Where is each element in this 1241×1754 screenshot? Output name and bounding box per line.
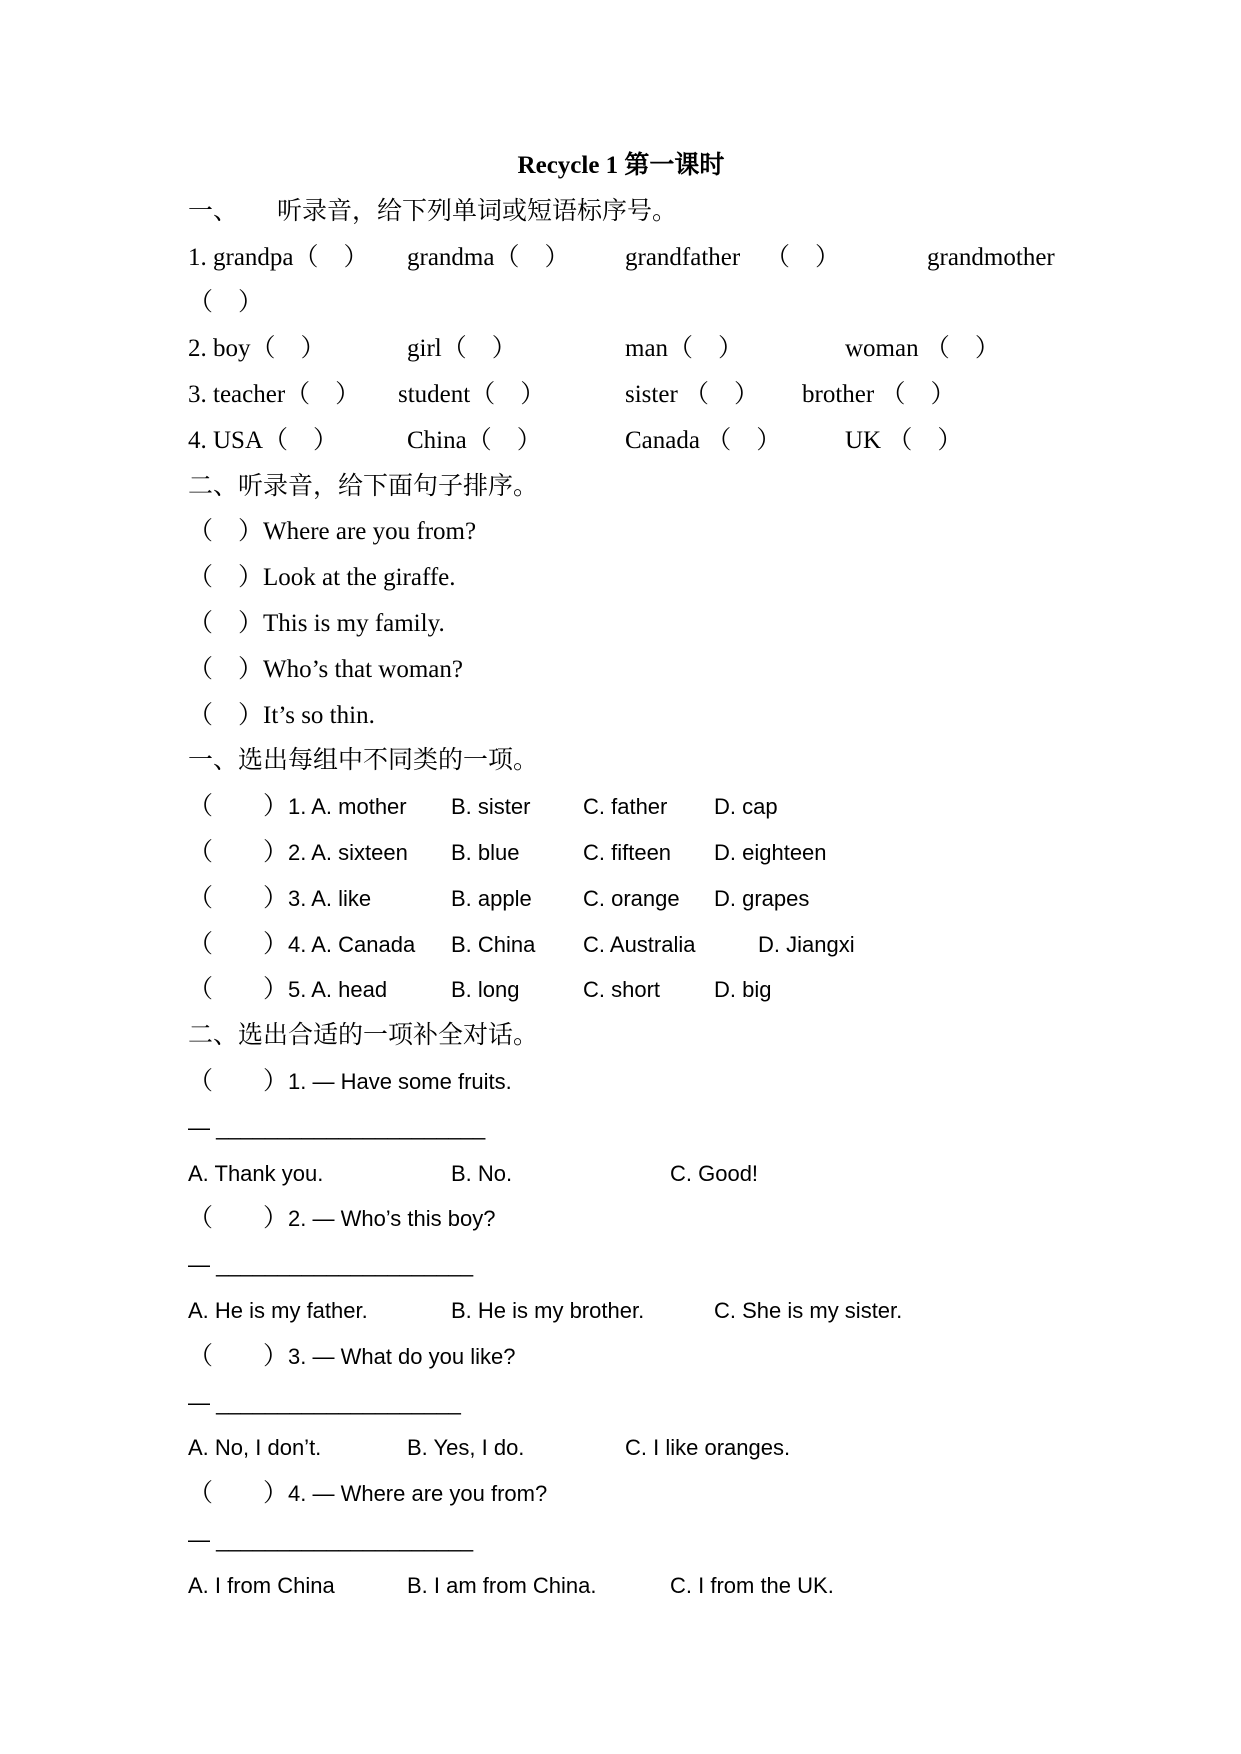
answer-paren: （ ） [188, 609, 264, 637]
answer-blank-line: — ______________________ [188, 1114, 486, 1140]
word-row [188, 372, 1054, 418]
question-prompt: 2. — Who’s this boy? [288, 1206, 496, 1232]
answer-blank-line: — _____________________ [188, 1526, 474, 1552]
question-row [188, 1196, 1054, 1242]
worksheet-content [188, 143, 1054, 1609]
answer-paren: （ ） [188, 701, 264, 729]
word-item: grandfather [625, 243, 741, 271]
word-row [188, 235, 1054, 281]
answer-option: B. He is my brother. [451, 1297, 645, 1323]
answer-option: B. Yes, I do. [407, 1435, 525, 1461]
choice-option: B. blue [451, 839, 520, 865]
answer-option: B. I am from China. [407, 1572, 597, 1598]
options-row [188, 1425, 1054, 1471]
word-item: student（ ） [398, 380, 546, 408]
sentence-text: Who’s that woman? [263, 655, 463, 683]
answer-paren: （ ） [188, 1205, 289, 1233]
sentence-row [188, 509, 1054, 555]
sentence-text: Where are you from? [263, 518, 477, 546]
choice-option: 1. A. mother [288, 794, 407, 820]
answer-paren: （ ） [188, 564, 264, 592]
answer-option: A. He is my father. [188, 1297, 368, 1323]
answer-paren: （ ） [188, 518, 264, 546]
word-item: grandmother [927, 243, 1055, 271]
question-prompt: 3. — What do you like? [288, 1343, 516, 1369]
answer-paren: （ ） [188, 1480, 289, 1508]
answer-line-row [188, 1242, 1054, 1288]
answer-blank-line: — ____________________ [188, 1389, 461, 1415]
choice-row [188, 876, 1054, 922]
choice-option: 5. A. head [288, 977, 388, 1003]
choice-row [188, 784, 1054, 830]
answer-blank-line: — _____________________ [188, 1252, 474, 1278]
choice-option: B. sister [451, 794, 531, 820]
answer-paren: （ ） [188, 1342, 289, 1370]
choice-option: D. big [714, 977, 772, 1003]
answer-paren: （ ） [188, 655, 264, 683]
sentence-row [188, 693, 1054, 739]
word-item: man（ ） [625, 335, 744, 363]
word-item: 1. grandpa（ ） [188, 243, 369, 271]
answer-option: C. I from the UK. [670, 1572, 834, 1598]
word-item: 4. USA（ ） [188, 426, 339, 454]
choice-option: C. father [583, 794, 668, 820]
choice-option: D. cap [714, 794, 778, 820]
question-row [188, 1471, 1054, 1517]
word-item: 2. boy（ ） [188, 335, 326, 363]
options-row [188, 1563, 1054, 1609]
answer-paren: （ ） [188, 976, 289, 1004]
options-row [188, 1151, 1054, 1197]
choice-option: C. short [583, 977, 661, 1003]
answer-line-row [188, 1517, 1054, 1563]
section2-heading: 二、听录音，给下面句子排序。 [188, 472, 539, 500]
choice-option: B. China [451, 931, 536, 957]
question-row [188, 1334, 1054, 1380]
answer-line-row [188, 1105, 1054, 1151]
question-prompt: 1. — Have some fruits. [288, 1068, 512, 1094]
answer-option: A. Thank you. [188, 1160, 324, 1186]
word-row [188, 326, 1054, 372]
word-item: grandma（ ） [407, 243, 570, 271]
choice-option: D. Jiangxi [758, 931, 855, 957]
word-item: sister （ ） [625, 380, 760, 408]
word-item: 3. teacher（ ） [188, 380, 361, 408]
section3-heading: 一、选出每组中不同类的一项。 [188, 747, 539, 775]
sentence-row [188, 555, 1054, 601]
section1-header [188, 189, 1054, 235]
answer-paren: （ ） [188, 930, 289, 958]
word-item: brother （ ） [802, 380, 956, 408]
answer-option: A. I from China [188, 1572, 335, 1598]
answer-paren: （ ） [765, 243, 841, 271]
choice-option: C. orange [583, 885, 680, 911]
answer-option: C. She is my sister. [714, 1297, 903, 1323]
choice-option: C. Australia [583, 931, 696, 957]
question-prompt: 4. — Where are you from? [288, 1481, 548, 1507]
word-item: China（ ） [407, 426, 542, 454]
choice-option: 2. A. sixteen [288, 839, 408, 865]
answer-paren: （ ） [188, 838, 289, 866]
sentence-text: It’s so thin. [263, 701, 375, 729]
choice-row [188, 967, 1054, 1013]
word-item: UK （ ） [845, 426, 963, 454]
section1-heading: 听录音，给下列单词或短语标序号。 [277, 197, 678, 225]
choice-option: 3. A. like [288, 885, 372, 911]
choice-row [188, 922, 1054, 968]
page-title: Recycle 1 第一课时 [517, 152, 725, 179]
sentence-text: Look at the giraffe. [263, 564, 456, 592]
choice-option: B. long [451, 977, 520, 1003]
answer-paren: （ ） [188, 793, 289, 821]
options-row [188, 1288, 1054, 1334]
choice-option: B. apple [451, 885, 532, 911]
choice-row [188, 830, 1054, 876]
word-item: Canada （ ） [625, 426, 782, 454]
answer-paren: （ ） [188, 884, 289, 912]
answer-option: B. No. [451, 1160, 513, 1186]
word-item: girl（ ） [407, 335, 517, 363]
sentence-text: This is my family. [263, 609, 445, 637]
question-row [188, 1059, 1054, 1105]
answer-paren: （ ） [188, 1067, 289, 1095]
choice-option: C. fifteen [583, 839, 672, 865]
choice-option: D. grapes [714, 885, 810, 911]
word-row [188, 280, 1054, 326]
word-row [188, 418, 1054, 464]
choice-option: D. eighteen [714, 839, 827, 865]
choice-option: 4. A. Canada [288, 931, 416, 957]
word-item: woman （ ） [845, 335, 1000, 363]
answer-paren: （ ） [188, 289, 264, 317]
section1-number: 一、 [188, 197, 239, 225]
sentence-row [188, 601, 1054, 647]
answer-option: A. No, I don’t. [188, 1435, 322, 1461]
answer-line-row [188, 1380, 1054, 1426]
answer-option: C. I like oranges. [625, 1435, 791, 1461]
answer-option: C. Good! [670, 1160, 759, 1186]
section4-heading: 二、选出合适的一项补全对话。 [188, 1022, 539, 1050]
sentence-row [188, 647, 1054, 693]
